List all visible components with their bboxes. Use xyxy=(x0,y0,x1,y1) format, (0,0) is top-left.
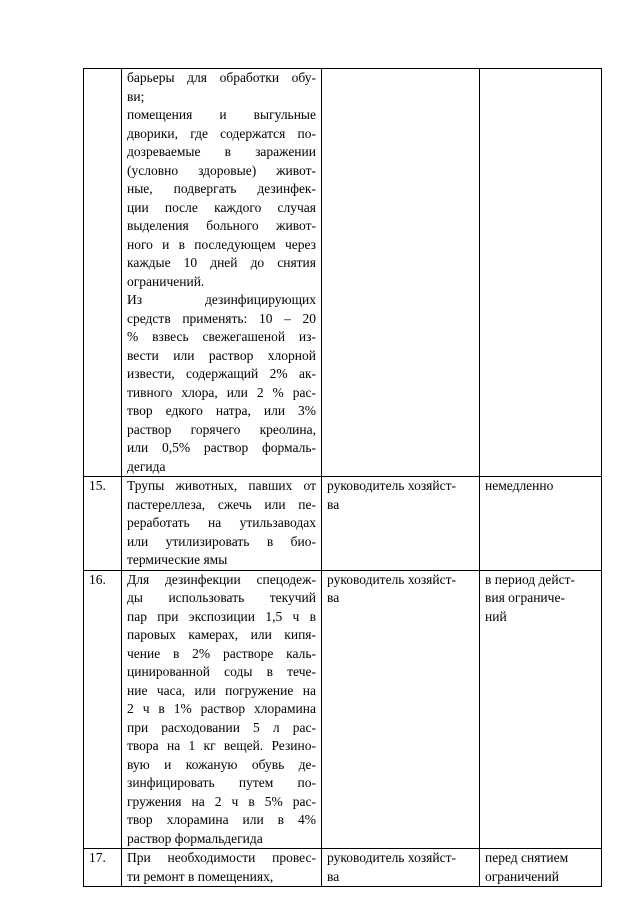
measure-description-line: раствор формальдегида xyxy=(127,830,263,846)
responsible-cell xyxy=(322,849,480,887)
deadline-line: перед снятием xyxy=(485,850,569,865)
measure-description-line: ного и в последующем через xyxy=(127,236,316,252)
measure-description-line: твора на 1 кг вещей. Резино- xyxy=(127,738,316,753)
measure-description-line: или утилизировать в био- xyxy=(127,533,316,549)
measure-description-cell xyxy=(122,69,322,477)
table-row xyxy=(84,570,602,849)
measure-description-line: тивного хлора, или 2 % рас- xyxy=(127,384,316,400)
deadline-line: ний xyxy=(485,608,507,624)
measure-description-line: ции после каждого случая xyxy=(127,199,316,215)
measure-description-line: термические ямы xyxy=(127,552,228,567)
measure-description-line: реработать на утильзаводах xyxy=(127,515,316,530)
measure-description-line: 2 ч в 1% раствор хлорамина xyxy=(127,701,316,716)
measure-description-line: Для дезинфекции спецодеж- xyxy=(127,571,316,587)
measure-description-line: средств применять: 10 – 20 xyxy=(127,310,316,326)
table-row xyxy=(84,849,602,887)
measure-description-line: гружения на 2 ч в 5% рас- xyxy=(127,793,316,809)
measure-description-line: зинфицировать путем по- xyxy=(127,775,316,790)
row-number: 17. xyxy=(89,850,106,865)
measure-description-line: чение в 2% растворе каль- xyxy=(127,645,316,661)
measure-description-line: ви; xyxy=(127,88,145,104)
responsible-line: ва xyxy=(327,496,340,512)
row-number: 16. xyxy=(89,571,106,587)
measure-description-line: пастереллеза, сжечь или пе- xyxy=(127,496,316,512)
deadline-cell xyxy=(480,477,602,571)
deadline-line: немедленно xyxy=(485,478,554,493)
responsible-line: ва xyxy=(327,868,340,884)
deadline-line: ограничений xyxy=(485,868,559,884)
measure-description-line: дозреваемые в заражении xyxy=(127,144,316,159)
row-number-cell xyxy=(84,570,122,849)
measure-description-line: пар при экспозиции 1,5 ч в xyxy=(127,608,316,624)
measure-description-cell xyxy=(122,849,322,887)
measure-description-line: ды использовать текучий xyxy=(127,590,316,605)
measures-table xyxy=(83,68,602,887)
measure-description-line: паровых камерах, или кипя- xyxy=(127,627,316,642)
measure-description-cell xyxy=(122,570,322,849)
measure-description-line: выделения больного живот- xyxy=(127,218,316,233)
measure-description-line: раствор горячего креолина, xyxy=(127,421,316,437)
measure-description-line: барьеры для обработки обу- xyxy=(127,70,316,85)
measure-description-line: дворики, где содержатся по- xyxy=(127,125,316,141)
deadline-cell xyxy=(480,849,602,887)
measure-description-line: твор едкого натра, или 3% xyxy=(127,403,316,418)
measure-description-cell xyxy=(122,477,322,571)
measure-description-line: Трупы животных, павших от xyxy=(127,478,316,493)
measure-description-line: вести или раствор хлорной xyxy=(127,347,316,363)
measure-description-line: вую и кожаную обувь де- xyxy=(127,756,316,772)
measure-description-line: ные, подвергать дезинфек- xyxy=(127,181,316,196)
deadline-line: вия ограниче- xyxy=(485,590,565,605)
measures-table-body xyxy=(84,69,602,887)
measure-description-line: При необходимости провес- xyxy=(127,850,316,865)
row-number-cell xyxy=(84,849,122,887)
measure-description-line: ти ремонт в помещениях, xyxy=(127,868,274,884)
responsible-line: руководитель хозяйст- xyxy=(327,850,456,865)
measure-description-line: помещения и выгульные xyxy=(127,107,316,122)
measure-description-line: % взвесь свежегашеной из- xyxy=(127,329,316,344)
measure-description-line: Из дезинфицирующих xyxy=(127,292,316,307)
responsible-line: ва xyxy=(327,590,340,605)
responsible-cell xyxy=(322,69,480,477)
table-row xyxy=(84,477,602,571)
deadline-cell xyxy=(480,570,602,849)
measure-description-line: каждые 10 дней до снятия xyxy=(127,255,316,270)
responsible-line: руководитель хозяйст- xyxy=(327,478,456,493)
measure-description-line: ограничений. xyxy=(127,273,205,289)
table-row xyxy=(84,69,602,477)
responsible-line: руководитель хозяйст- xyxy=(327,571,456,587)
measure-description-line: извести, содержащий 2% ак- xyxy=(127,366,316,381)
measure-description-line: или 0,5% раствор формаль- xyxy=(127,440,316,455)
responsible-cell xyxy=(322,477,480,571)
measure-description-line: дегида xyxy=(127,458,166,474)
measure-description-line: ние часа, или погружение на xyxy=(127,682,316,698)
measure-description-line: (условно здоровые) живот- xyxy=(127,162,316,178)
measure-description-line: цинированной соды в тече- xyxy=(127,664,316,679)
deadline-line: в период дейст- xyxy=(485,571,576,587)
responsible-cell xyxy=(322,570,480,849)
deadline-cell xyxy=(480,69,602,477)
row-number-cell xyxy=(84,69,122,477)
measure-description-line: твор хлорамина или в 4% xyxy=(127,812,316,827)
row-number-cell xyxy=(84,477,122,571)
row-number: 15. xyxy=(89,478,106,493)
measure-description-line: при расходовании 5 л рас- xyxy=(127,719,316,735)
